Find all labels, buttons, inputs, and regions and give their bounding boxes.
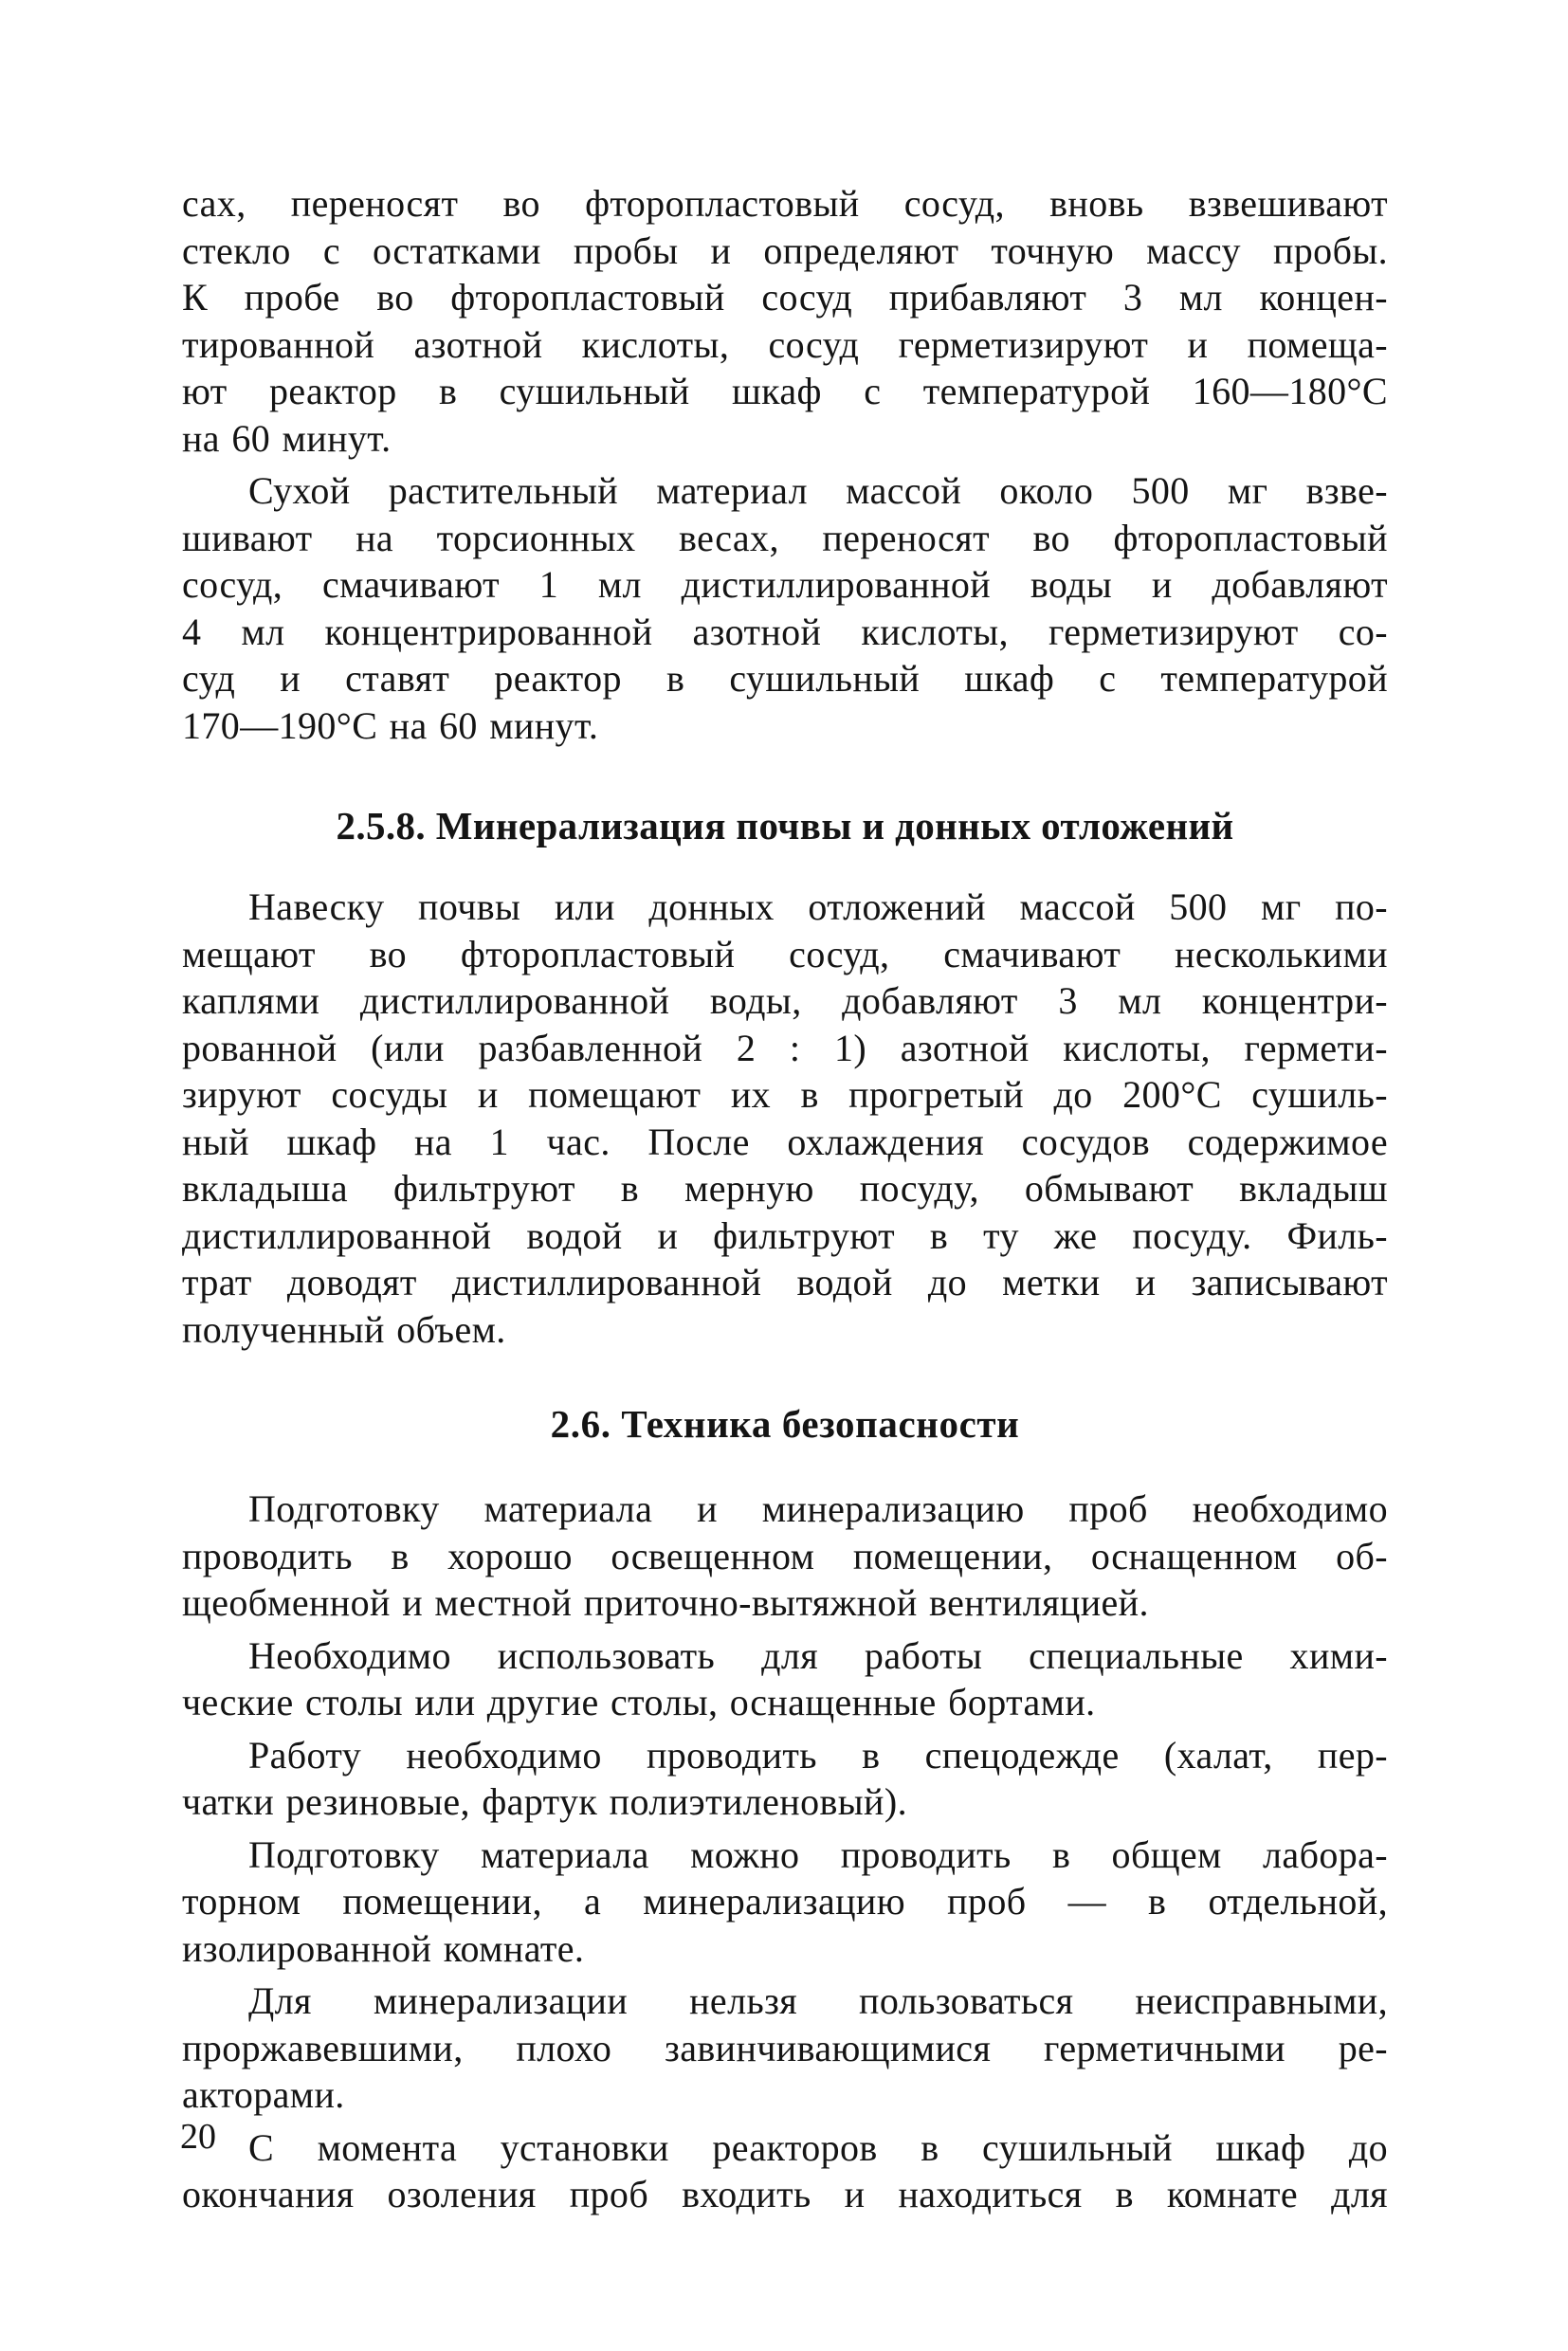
text-line: зируют сосуды и помещают их в прогретый до 200°С сушиль-	[182, 1073, 1388, 1116]
text-line: окончания озоления проб входить и находиться в комнате для	[182, 2173, 1388, 2215]
text-line: изолированной комнате.	[182, 1926, 585, 1970]
paragraph-safety-separate-room	[182, 1832, 1388, 1973]
text-line: щеобменной и местной приточно-вытяжной вентиляцией.	[182, 1581, 1149, 1624]
paragraph-safety-room	[182, 1485, 1388, 1627]
paragraph-safety-reactors	[182, 1977, 1388, 2119]
paragraph-safety-ashing	[182, 2124, 1388, 2218]
text-line: сосуд, смачивают 1 мл дистиллированной воды и добавляют	[182, 563, 1388, 606]
text-line: тированной азотной кислоты, сосуд герметизируют и помеща-	[182, 322, 1388, 366]
text-line: ческие столы или другие столы, оснащенные бортами.	[182, 1681, 1096, 1723]
text-line: рованной (или разбавленной 2 : 1) азотной кислоты, гермети-	[182, 1026, 1388, 1069]
text-line: полученный объем.	[182, 1307, 506, 1351]
page-number: 20	[180, 2117, 216, 2157]
page-body	[182, 180, 1388, 2218]
text-line: сах, переносят во фторопластовый сосуд, вновь взвешивают	[182, 182, 1388, 225]
text-line: 170—190°С на 60 минут.	[182, 703, 599, 747]
text-line: Необходимо использовать для работы специальные хими-	[248, 1633, 1388, 1677]
text-line: каплями дистиллированной воды, добавляют 3 мл концентри-	[182, 979, 1388, 1022]
text-line: стекло с остатками пробы и определяют точную массу пробы.	[182, 228, 1388, 272]
text-line: 4 мл концентрированной азотной кислоты, герметизируют со-	[182, 610, 1388, 653]
text-line: шивают на торсионных весах, переносят во фторопластовый	[182, 516, 1388, 559]
paragraph-soil-procedure	[182, 884, 1388, 1353]
text-line: Подготовку материала и минерализацию проб необходимо	[248, 1487, 1388, 1530]
paragraph-safety-tables	[182, 1632, 1388, 1726]
text-line: К пробе во фторопластовый сосуд прибавляют 3 мл концен-	[182, 276, 1388, 319]
text-line: Работу необходимо проводить в спецодежде (халат, пер-	[248, 1733, 1388, 1777]
text-line: чатки резиновые, фартук полиэтиленовый).	[182, 1780, 907, 1823]
text-line: С момента установки реакторов в сушильный шкаф до	[248, 2125, 1388, 2169]
text-line: проржавевшими, плохо завинчивающимися герметичными ре-	[182, 2026, 1388, 2069]
text-line: ный шкаф на 1 час. После охлаждения сосудов содержимое	[182, 1120, 1388, 1163]
text-line: суд и ставят реактор в сушильный шкаф с температурой	[182, 657, 1388, 700]
text-line: проводить в хорошо освещенном помещении, оснащенном об-	[182, 1534, 1388, 1577]
text-line: акторами.	[182, 2073, 345, 2116]
heading-safety: 2.6. Техника безопасности	[550, 1402, 1020, 1446]
text-line: Подготовку материала можно проводить в общем лабора-	[248, 1832, 1388, 1876]
text-line: Для минерализации нельзя пользоваться неисправными,	[248, 1979, 1388, 2022]
text-line: дистиллированной водой и фильтруют в ту же посуду. Филь-	[182, 1213, 1388, 1257]
paragraph-mineralization-continued	[182, 180, 1388, 462]
paragraph-plant-material	[182, 467, 1388, 749]
text-line: Сухой растительный материал массой около 500 мг взве-	[248, 469, 1388, 512]
text-line: на 60 минут.	[182, 416, 392, 460]
text-line: вкладыша фильтруют в мерную посуду, обмывают вкладыш	[182, 1167, 1388, 1210]
text-line: мещают во фторопластовый сосуд, смачивают несколькими	[182, 932, 1388, 975]
paragraph-safety-clothing	[182, 1732, 1388, 1826]
subheading-soil-mineralization: 2.5.8. Минерализация почвы и донных отложений	[336, 804, 1234, 847]
text-line: Навеску почвы или донных отложений массой 500 мг по-	[248, 885, 1388, 928]
text-line: торном помещении, а минерализацию проб — в отдельной,	[182, 1880, 1388, 1923]
text-line: ют реактор в сушильный шкаф с температурой 160—180°С	[182, 370, 1388, 412]
text-line: трат доводят дистиллированной водой до метки и записывают	[182, 1261, 1388, 1303]
